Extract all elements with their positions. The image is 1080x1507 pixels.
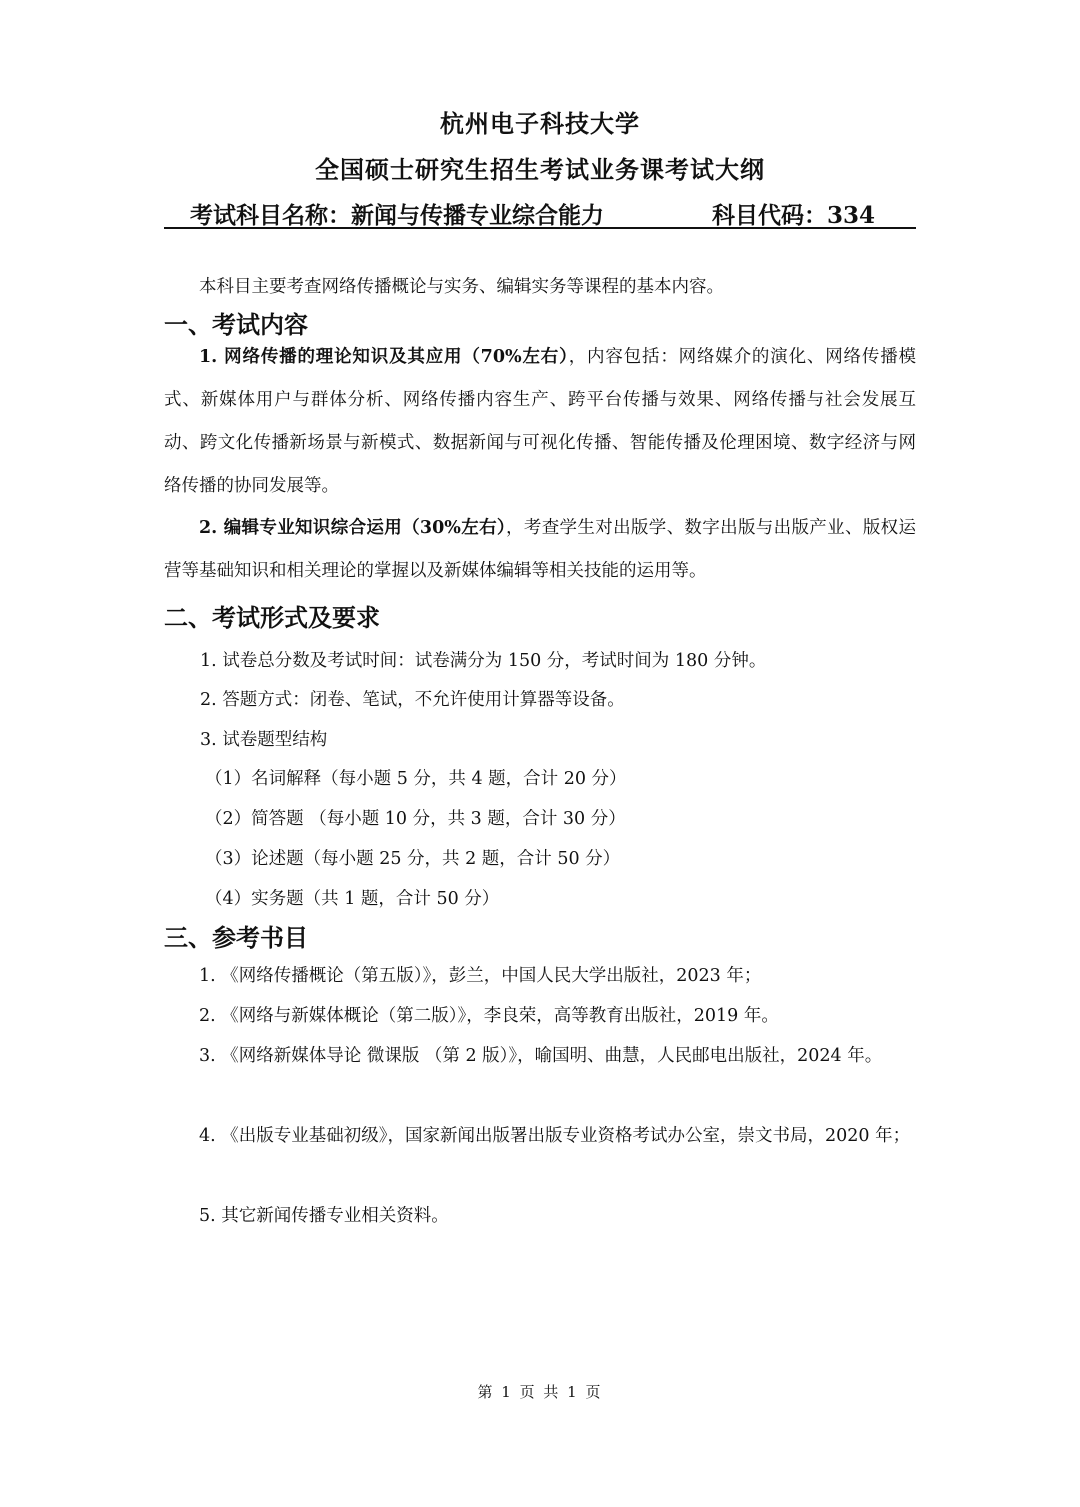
section1-item1 — [164, 336, 916, 508]
section1-item1-text: ，内容包括：网络媒介的演化、网络传播模式、新媒体用户与群体分析、网络传播内容生产、跨平台传播与效果、网络传播与社会发展互动、跨文化传播新场景与新模式、数据新闻与可视化传播、智能传播及伦理困境、数字经济与网络传播的协同发展等。 — [164, 347, 917, 496]
question-type-line: （4）实务题（共 1 题，合计 50 分） — [205, 889, 500, 909]
section3-heading: 三、参考书目 — [164, 923, 308, 952]
reference-book: 5. 其它新闻传播专业相关资料。 — [199, 1206, 449, 1226]
exam-info-line: 2. 答题方式：闭卷、笔试，不允许使用计算器等设备。 — [200, 690, 625, 710]
subject-row — [164, 195, 916, 229]
section2-heading: 二、考试形式及要求 — [164, 603, 380, 632]
university-title: 杭州电子科技大学 — [440, 109, 640, 138]
section1-item2 — [164, 507, 916, 593]
section1-heading: 一、考试内容 — [164, 310, 308, 339]
reference-book: 4. 《出版专业基础初级》，国家新闻出版署出版专业资格考试办公室，崇文书局，2020 年； — [199, 1126, 911, 1146]
question-type-line: （1）名词解释（每小题 5 分，共 4 题，合计 20 分） — [205, 769, 627, 789]
exam-info-line: 1. 试卷总分数及考试时间：试卷满分为 150 分，考试时间为 180 分钟。 — [200, 651, 767, 671]
reference-book: 3. 《网络新媒体导论 微课版 （第 2 版）》，喻国明、曲慧，人民邮电出版社，2024 年。 — [199, 1046, 883, 1066]
document-title: 全国硕士研究生招生考试业务课考试大纲 — [315, 155, 765, 184]
exam-info-line: 3. 试卷题型结构 — [200, 730, 328, 750]
reference-book: 1. 《网络传播概论（第五版）》，彭兰，中国人民大学出版社，2023 年； — [199, 966, 762, 986]
section1-item2-text: ，考查学生对出版学、数字出版与出版产业、版权运营等基础知识和相关理论的掌握以及新媒体编辑等相关技能的运用等。 — [164, 518, 917, 581]
intro-paragraph: 本科目主要考查网络传播概论与实务、编辑实务等课程的基本内容。 — [199, 277, 724, 297]
reference-book: 2. 《网络与新媒体概论（第二版）》，李良荣，高等教育出版社，2019 年。 — [199, 1006, 779, 1026]
page-number: 第 1 页 共 1 页 — [477, 1383, 603, 1401]
subject-code: 科目代码：334 — [712, 202, 876, 229]
question-type-line: （3）论述题（每小题 25 分，共 2 题，合计 50 分） — [205, 849, 621, 869]
subject-name: 考试科目名称：新闻与传播专业综合能力 — [190, 202, 604, 229]
question-type-line: （2）简答题 （每小题 10 分，共 3 题，合计 30 分） — [205, 809, 626, 829]
section1-item2-bold: 2. 编辑专业知识综合运用（30%左右） — [199, 518, 507, 538]
section1-item1-bold: 1. 网络传播的理论知识及其应用（70%左右） — [199, 347, 569, 367]
